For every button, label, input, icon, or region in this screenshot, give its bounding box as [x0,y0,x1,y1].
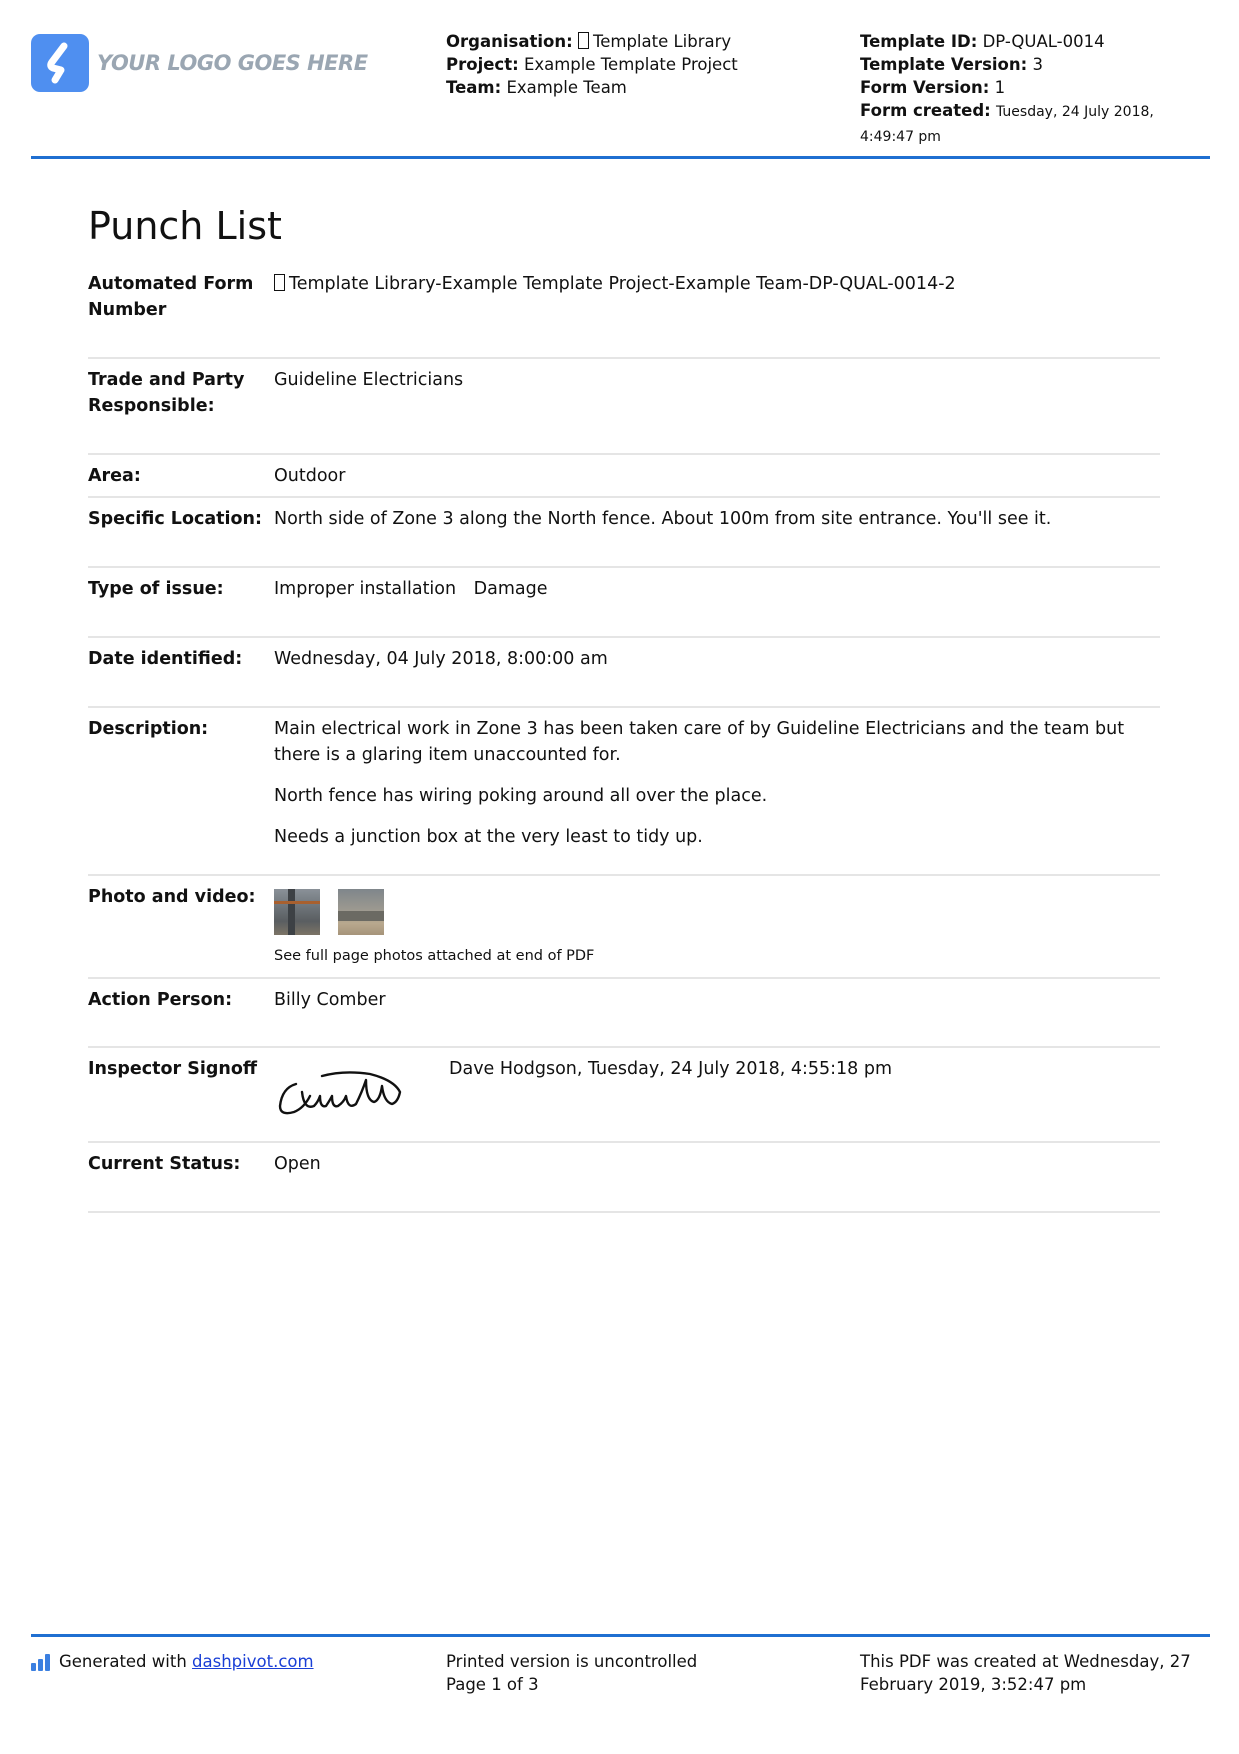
photo-note: See full page photos attached at end of PDF [274,948,595,964]
field-row-photo-video [88,876,1160,979]
uncontrolled-notice: Printed version is uncontrolled [446,1652,698,1671]
project-label: Project: [446,55,519,74]
form-version-line [860,76,1210,99]
form-fields-table [88,263,1160,1213]
field-value: Guideline Electricians [274,370,464,390]
field-label: Area: [88,466,141,486]
field-value [274,263,1160,357]
template-version-value: 3 [1032,55,1043,74]
template-version-line [860,53,1210,76]
field-row-area [88,455,1160,498]
logo-mark-icon [31,34,89,92]
footer-created-info: This PDF was created at Wednesday, 27 February 2019, 3:52:47 pm [860,1652,1191,1694]
form-created-value: Tuesday, 24 July 2018, 4:49:47 pm [860,104,1154,145]
page-header [31,0,1210,159]
field-row-date-identified [88,638,1160,708]
organisation-value: Template Library [592,32,732,51]
field-value [274,1048,1160,1141]
field-value: Outdoor [274,466,346,486]
form-created-line [860,99,1210,149]
footer-generated [31,1650,314,1673]
form-version-label: Form Version: [860,78,990,97]
photo-thumbnail[interactable] [274,889,320,935]
dashpivot-link[interactable]: dashpivot.com [192,1652,314,1671]
signature-image [274,1062,404,1124]
organisation-line [446,30,738,53]
placeholder-box-icon [578,32,589,49]
field-label: Date identified: [88,649,243,669]
header-project-info [446,30,738,99]
field-label: Action Person: [88,990,233,1010]
logo-text: YOUR LOGO GOES HERE [97,51,368,75]
field-label: Specific Location: [88,509,263,529]
field-row-current-status [88,1143,1160,1213]
team-value: Example Team [506,78,627,97]
description-paragraph: North fence has wiring poking around all over the place. [274,786,768,806]
form-version-value: 1 [994,78,1006,97]
description-paragraph: Needs a junction box at the very least to tidy up. [274,827,703,847]
field-row-action-person [88,979,1160,1048]
description-paragraph: Main electrical work in Zone 3 has been taken care of by Guideline Electricians and the team but there is a glaring item unaccounted for. [274,719,1125,765]
field-value: North side of Zone 3 along the North fence. About 100m from site entrance. You'll see it. [274,509,1052,529]
field-value [274,708,1160,874]
photo-thumbnails [274,889,1160,935]
team-line [446,76,738,99]
project-line [446,53,738,76]
field-value [274,876,1160,977]
page-footer [31,1634,1210,1694]
field-label: Automated Form Number [88,274,254,320]
template-id-line [860,30,1210,53]
team-label: Team: [446,78,502,97]
field-label: Trade and Party Responsible: [88,370,245,416]
field-row-description [88,708,1160,876]
field-row-inspector-signoff [88,1048,1160,1143]
issue-type-tag: Improper installation [274,579,457,599]
form-created-label: Form created: [860,101,991,120]
field-label: Description: [88,719,209,739]
field-label: Type of issue: [88,579,224,599]
template-id-value: DP-QUAL-0014 [982,32,1105,51]
issue-type-tag: Damage [473,579,548,599]
field-row-issue-type [88,568,1160,638]
placeholder-box-icon [274,274,285,291]
generated-prefix: Generated with [59,1652,187,1671]
field-value: Open [274,1154,321,1174]
organisation-label: Organisation: [446,32,573,51]
field-label: Photo and video: [88,887,256,907]
footer-printed-info [446,1650,697,1696]
page-title: Punch List [88,204,282,248]
field-label: Inspector Signoff [88,1059,258,1079]
field-value: Wednesday, 04 July 2018, 8:00:00 am [274,649,608,669]
company-logo [31,34,368,92]
photo-thumbnail[interactable] [338,889,384,935]
template-version-label: Template Version: [860,55,1028,74]
header-template-info [860,30,1210,149]
inspector-signoff-text: Dave Hodgson, Tuesday, 24 July 2018, 4:55:18 pm [449,1059,893,1079]
field-row-trade [88,359,1160,455]
page-number: Page 1 of 3 [446,1675,539,1694]
field-label: Current Status: [88,1154,241,1174]
project-value: Example Template Project [523,55,738,74]
field-row-automated-form-number [88,263,1160,359]
field-value: Billy Comber [274,990,386,1010]
field-value [274,568,1160,636]
dashpivot-icon [31,1653,50,1671]
automated-form-number: Template Library-Example Template Project-Example Team-DP-QUAL-0014-2 [289,274,956,294]
template-id-label: Template ID: [860,32,978,51]
field-row-specific-location [88,498,1160,568]
